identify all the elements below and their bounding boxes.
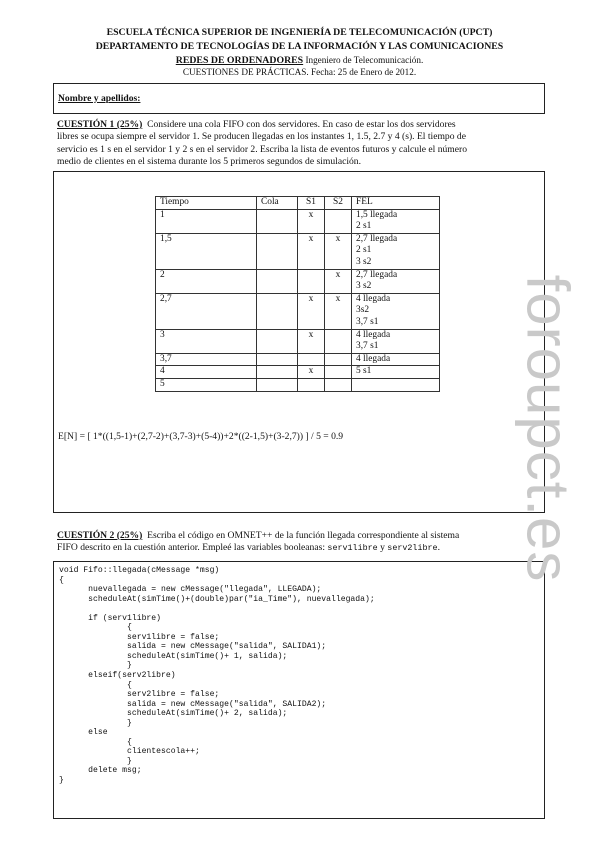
department-title: DEPARTAMENTO DE TECNOLOGÍAS DE LA INFORMACIÓN Y LAS COMUNICACIONES bbox=[95, 41, 504, 52]
table-row bbox=[156, 209, 440, 233]
fel-event: 3 s2 bbox=[356, 281, 372, 292]
question-1-line: medio de clientes en el sistema durante los 5 primeros segundos de simulación. bbox=[57, 156, 361, 168]
cell-s2 bbox=[325, 366, 352, 379]
variable-serv2libre: serv2libre bbox=[387, 543, 438, 554]
header-fel: FEL bbox=[352, 197, 440, 210]
cell-s2 bbox=[325, 329, 352, 353]
cell-s1: x bbox=[298, 209, 325, 233]
cell-fel bbox=[352, 233, 440, 269]
table-row bbox=[156, 378, 440, 391]
header-cola: Cola bbox=[257, 197, 298, 210]
cell-s1: x bbox=[298, 233, 325, 269]
fel-event: 4 llegada bbox=[356, 329, 391, 340]
cell-fel bbox=[352, 269, 440, 293]
name-field-box[interactable] bbox=[53, 83, 545, 114]
cell-s2 bbox=[325, 378, 352, 391]
cell-s2: x bbox=[325, 293, 352, 329]
fel-event: 3 s2 bbox=[356, 256, 372, 267]
cell-tiempo: 2,7 bbox=[156, 293, 257, 329]
fel-event: 3,7 s1 bbox=[356, 341, 379, 352]
cell-s1 bbox=[298, 378, 325, 391]
cell-fel bbox=[352, 293, 440, 329]
question-1-text bbox=[57, 119, 547, 169]
fel-event: 3s2 bbox=[356, 305, 370, 316]
cell-s2 bbox=[325, 353, 352, 366]
name-field-label: Nombre y apellidos: bbox=[58, 93, 141, 104]
cell-s1: x bbox=[298, 366, 325, 379]
cell-cola bbox=[257, 366, 298, 379]
fel-event: 2 s1 bbox=[356, 245, 372, 256]
fel-event: 4 llegada bbox=[356, 353, 391, 364]
cell-tiempo: 1,5 bbox=[156, 233, 257, 269]
question-2-title: CUESTIÓN 2 (25%) bbox=[57, 530, 143, 541]
cell-fel bbox=[352, 353, 440, 366]
question-2-line: FIFO descrito en la cuestión anterior. Empleé las variables booleanas: bbox=[57, 542, 326, 554]
fel-event: 4 llegada bbox=[356, 293, 391, 304]
cell-s2 bbox=[325, 209, 352, 233]
cell-tiempo: 4 bbox=[156, 366, 257, 379]
question-1-title: CUESTIÓN 1 (25%) bbox=[57, 119, 143, 130]
table-row bbox=[156, 329, 440, 353]
table-row bbox=[156, 293, 440, 329]
variable-serv1libre: serv1libre bbox=[327, 543, 378, 554]
fel-table bbox=[155, 196, 440, 392]
table-row bbox=[156, 366, 440, 379]
cell-s1 bbox=[298, 269, 325, 293]
question-2-text bbox=[57, 530, 547, 555]
cell-fel bbox=[352, 209, 440, 233]
table-row bbox=[156, 233, 440, 269]
header-tiempo: Tiempo bbox=[156, 197, 257, 210]
table-header-row bbox=[156, 197, 440, 210]
cell-tiempo: 1 bbox=[156, 209, 257, 233]
sentence-end: . bbox=[437, 542, 440, 554]
cell-fel bbox=[352, 378, 440, 391]
cell-tiempo: 2 bbox=[156, 269, 257, 293]
mean-clients-formula: E[N] = [ 1*((1,5-1)+(2,7-2)+(3,7-3)+(5-4))+2*((2-1,5)+(3-2,7)) ] / 5 = 0.9 bbox=[58, 431, 344, 442]
fel-event: 5 s1 bbox=[356, 366, 372, 377]
cell-cola bbox=[257, 233, 298, 269]
cell-tiempo: 3,7 bbox=[156, 353, 257, 366]
exam-date-line: CUESTIONES DE PRÁCTICAS. Fecha: 25 de Enero de 2012. bbox=[182, 67, 417, 77]
cell-s2: x bbox=[325, 233, 352, 269]
cell-fel bbox=[352, 366, 440, 379]
question-1-line: servicio es 1 s en el servidor 1 y 2 s en el servidor 2. Escriba la lista de eventos futuros y calcule el número bbox=[57, 143, 468, 155]
question-1-line: libres se ocupa siempre el servidor 1. Se producen llegadas en los instantes 1, 1.5, 2.7 y 4 (s). El tiempo de bbox=[57, 131, 466, 143]
code-block: void Fifo::llegada(cMessage *msg) { nuevallegada = new cMessage("llegada", LLEGADA); scheduleAt(simTime()+(double)par("ia_Time"), nuevallegada); if (serv1libre) { serv1libre = false; salida = new cMessage("salida", SALIDA1); scheduleAt(simTime()+ 1, salida); } elseif(serv2libre) { serv2libre = false; salida = new cMessage("salida", SALIDA2); scheduleAt(simTime()+ 2, salida); } else { clientescola++; } delete msg; } bbox=[59, 566, 375, 786]
fel-event: 2,7 llegada bbox=[356, 269, 398, 280]
cell-tiempo: 5 bbox=[156, 378, 257, 391]
watermark-text: foroupct.es bbox=[514, 274, 582, 582]
question-2-line: Escriba el código en OMNET++ de la función llegada correspondiente al sistema bbox=[147, 530, 460, 541]
conjunction: y bbox=[380, 542, 385, 554]
question-1-line: Considere una cola FIFO con dos servidores. En caso de estar los dos servidores bbox=[147, 119, 456, 130]
fel-event: 1,5 llegada bbox=[356, 209, 398, 220]
cell-cola bbox=[257, 209, 298, 233]
cell-s1 bbox=[298, 353, 325, 366]
header-s1: S1 bbox=[298, 197, 325, 210]
cell-cola bbox=[257, 378, 298, 391]
course-name: REDES DE ORDENADORES bbox=[175, 55, 304, 66]
cell-cola bbox=[257, 353, 298, 366]
table-row bbox=[156, 269, 440, 293]
header-s2: S2 bbox=[325, 197, 352, 210]
fel-event: 2 s1 bbox=[356, 221, 372, 232]
cell-cola bbox=[257, 329, 298, 353]
cell-tiempo: 3 bbox=[156, 329, 257, 353]
cell-cola bbox=[257, 293, 298, 329]
degree-name: Ingeniero de Telecomunicación. bbox=[305, 55, 424, 65]
cell-cola bbox=[257, 269, 298, 293]
cell-s2: x bbox=[325, 269, 352, 293]
cell-s1: x bbox=[298, 293, 325, 329]
table-row bbox=[156, 353, 440, 366]
school-title: ESCUELA TÉCNICA SUPERIOR DE INGENIERÍA DE TELECOMUNICACIÓN (UPCT) bbox=[106, 27, 493, 38]
fel-event: 2,7 llegada bbox=[356, 233, 398, 244]
cell-fel bbox=[352, 329, 440, 353]
cell-s1: x bbox=[298, 329, 325, 353]
fel-event: 3,7 s1 bbox=[356, 316, 379, 327]
